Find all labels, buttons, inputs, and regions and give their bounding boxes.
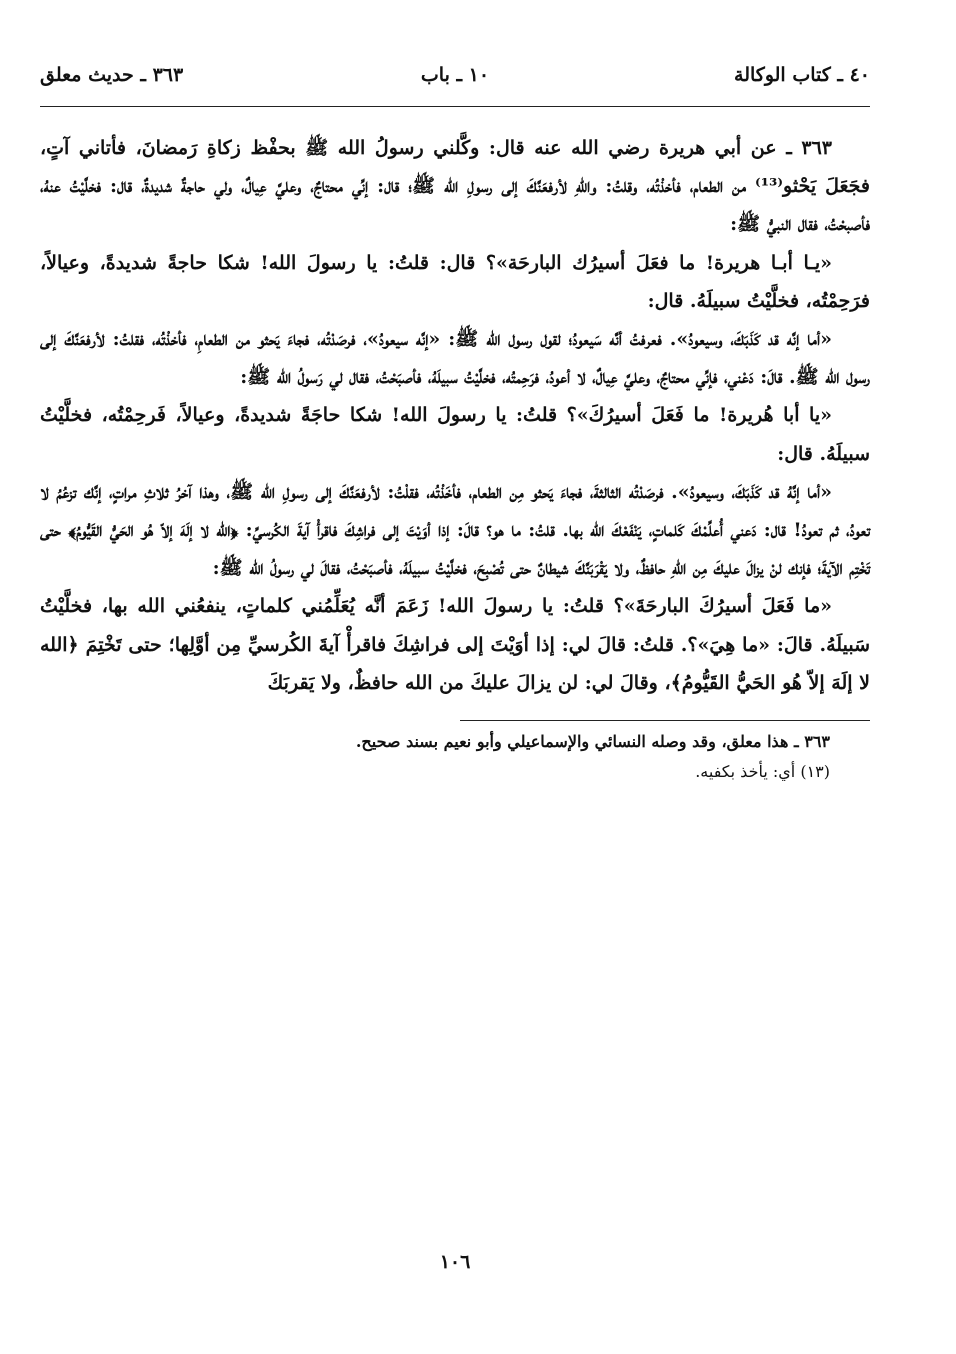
footnote-rule <box>460 720 870 721</box>
header-book-title: ٤٠ ـ كتاب الوكالة <box>734 64 870 86</box>
main-text <box>40 129 870 702</box>
footnotes <box>40 727 870 787</box>
paragraph: «أما إنَّهُ قد كَذَبَكَ، وسيعودُ». فرصَدْتُه الثالثةَ، فجاءَ يَحثو مِن الطعام، فأخَذْتُه، فقلْتُ: لأرفعَنَّكَ إلى رسولِ الله ﷺ، وهذا آخرُ ثلاثِ مراتٍ، إنَّك تزعُمُ لا تعودُ، ثم تعودُ! قال: دَعني أُعلِّمْكَ كَلماتٍ، يَنْفَعْكَ الله بها. قلتُ: ما هو؟ قالَ: إذا أوَيْتَ إلى فراشِكَ فاقرأْ آيةَ الكُرسيِّ: ﴿الله لا إلَهَ إلاّ هُو الحَيُّ القَيُّومُ﴾ حتى تَخْتِم الآيةَ؛ فإنك لنْ يزالَ عليكَ مِن اللهِ حافظٌ، ولا يَقْرَبَنَّكَ شيطانٌ حتى تُصْبِحَ، فخلَّيْتُ سبيلَهُ، فأصبَحْتُ، فقالَ لي رسولُ الله ﷺ: <box>40 480 870 580</box>
paragraph: «يا أبا هُريرة! ما فَعَلَ أسيرُكَ»؟ قلتُ: يا رسولَ الله! شكا حاجَةً شديدةً، وعيالاً، فَرحِمْتُه، فخلَّيْتُ سبيلَهُ. قال: <box>40 404 870 465</box>
footnote-main: ٣٦٣ ـ هذا معلق، وقد وصله النسائي والإسماعيلي وأبو نعيم بسند صحيح. <box>355 732 830 752</box>
document-page <box>40 56 870 1306</box>
header-rule <box>40 106 870 107</box>
page-number: ١٠٦ <box>439 1251 471 1273</box>
paragraph: «ما فَعَلَ أسيرُكَ البارحَةَ»؟ قلتُ: يا رسولَ الله! زَعَمَ أنَّه يُعَلِّمُني كلماتٍ، ينفعُني الله بها، فخلَّيْتُ سَبيلَهُ. قالَ: «ما هِيَ»؟. قلتُ: قالَ لي: إذا أوَيْتَ إلى فراشِكَ فاقرأْ آيةَ الكُرسيِّ مِن أوَّلِها؛ حتى تَخْتِمَ ﴿الله لا إلَهَ إلاّ هُو الحَيُّ القَيُّومُ﴾، وقالَ لي: لن يزالَ عليكَ من الله حافظٌ، ولا يَقربَكَ <box>40 595 870 694</box>
paragraph: «يـا أبـا هريرة! ما فعَلَ أسيرُك البارحَة»؟ قال: قلتُ: يا رسولَ الله! شكا حاجةً شديدةً، وعيالاً، فرَحِمْتُه، فخلَّيْتُ سبيلَهُ. قال: <box>40 251 870 312</box>
running-header <box>40 56 870 106</box>
header-hadith-title: ٣٦٣ ـ حديث معلق <box>40 64 184 86</box>
paragraph: ٣٦٣ ـ عن أبي هريرة رضي الله عنه قال: وكَّلني رسولُ الله ﷺ بحفْظ زكاةِ رَمضانَ، فأتاني آتٍ، فجَعَلَ يَحْثو⁽¹³⁾ من الطعام، فأخذْتُه، وقلتُ: واللهِ لأرفعَنَّكَ إلى رسولِ الله ﷺ؛ قال: إنِّي محتاجٌ، وعليَّ عِيالٌ، ولي حاجةٌ شديدةٌ، قال: فخلَّيْتُ عنهُ، فأصبحْتُ، فقال النبيُّ ﷺ: <box>40 137 871 236</box>
footnote-13: (١٣) أي: يأخذ بكفيه. <box>695 762 830 782</box>
header-chapter: ١٠ ـ باب <box>420 64 490 86</box>
paragraph: «أما إنَّه قد كَذَبَكَ، وسيعودُ». فعرفتُ أنَّه سَيعودُ؛ لقول رسول الله ﷺ: «إنَّه سيعودُ»، فرصَدْتُه، فجاءَ يَحثو من الطعامِ، فأخذْتُه، فقلتُ: لأرفعَنَّكَ إلى رسول الله ﷺ. قالَ: دَعْني، فإنِّي محتاجٌ، وعليَّ عِيالٌ، لا أعودُ، فرَحِمتُه، فخلَّيْتُ سبيلَهُ، فأصبَحْتُ، فقال لي رَسولُ الله ﷺ: <box>40 328 870 389</box>
